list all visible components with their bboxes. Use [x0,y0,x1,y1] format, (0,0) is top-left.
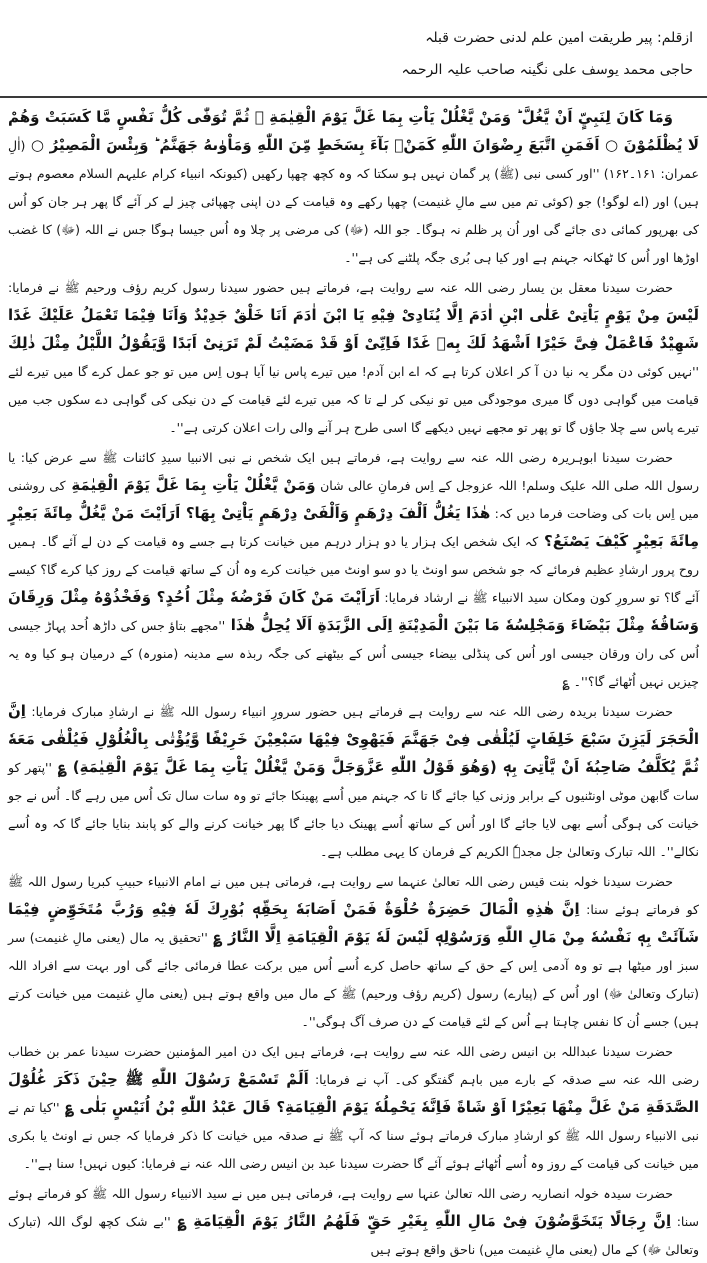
urdu-translation-text: ''مجھے بتاؤ جس کی داڑھ اُحد پہاڑ جیسی اُس کی ران ورقان جیسی اور اُس کی پنڈلی بیضاء جیسی اُس کے بیٹھنے کی جگہ ربذہ سے مدینہ (منورہ) کے درمیان ہو کیا وہ یہ چیزیں نہیں اُٹھائے گا؟''۔ ؏ [8,618,699,689]
urdu-translation-text: ''نہیں کوئی دن مگر یہ نیا دن آ کر اعلان کرتا ہے کہ اے ابن آدم! میں تیرے پاس نیا آیا ہوں اِس میں تو جو عمل کرے گا میں تیرے لئے قیامت میں گواہی دوں گا میری موجودگی میں تو نیکی کر لے تا کہ میں تیرے لئے قیامت کے دن نیکی کی گواہی دے سکوں جب میں تیرے پاس سے چلا جاؤں گا تو پھر تو مجھے نہیں دیکھے گا اسی طرح ہر آنے والی رات اعلان کرتی ہے''۔ [8,364,699,435]
urdu-translation-text: حضرت سیدنا بریدہ رضی اللہ عنہ سے روایت ہے فرماتے ہیں حضور سرورِ انبیاء رسول اللہ ﷺ نے ارشادِ مبارک فرمایا: [25,704,673,719]
byline-author-name: حاجی محمد یوسف علی نگینہ صاحب علیہ الرحمہ [401,62,693,78]
paragraph [8,273,699,441]
arabic-quotation: هٰذَا يَغُلُّ اَلْفَ دِرْهَمٍ وَاَلْفَىْ دِرْهَمٍ يَاْتِىْ بِهَا؟ اَرَاَيْتَ مَنْ يَّغُلُّ مِائَةَ بَعِيْرٍ مِائَةَ بَعِيْرٍ كَيْفَ يَصْنَعُ؟ [8,504,699,550]
urdu-translation-text: حضرت سیدہ خولہ انصاریہ رضی اللہ تعالیٰ عنہا سے روایت ہے، فرماتی ہیں میں نے سید الانبیاء رسول اللہ ﷺ کو فرماتے ہوئے سنا: [8,1186,699,1229]
urdu-translation-text: حضرت سیدنا عبداللہ بن انیس رضی اللہ عنہ سے روایت ہے، فرماتے ہیں ایک دن امیر المؤمنین حضرت سیدنا عمر بن خطاب رضی اللہ عنہ سے صدقہ کے بارے میں باہم گفتگو کی۔ آپ نے فرمایا: [8,1044,699,1087]
urdu-translation-text: حضرت سیدنا معقل بن یسار رضی اللہ عنہ سے روایت ہے، فرماتے ہیں حضور سیدنا رسول کریم رؤف ورحیم ﷺ نے فرمایا: [8,280,673,295]
paragraph [8,103,699,271]
body-text [0,101,707,1263]
byline-author-title: ازقلم: پیر طریقت امین علم لدنی حضرت قبلہ [425,30,693,46]
urdu-translation-text: کی روشنی میں اِس بات کی وضاحت فرما دیں کہ: [8,478,700,521]
urdu-translation-text: حضرت سیدنا ابوہریرہ رضی اللہ عنہ سے روایت ہے، فرماتے ہیں ایک شخص نے نبی الانبیا سیدِ کائنات ﷺ سے عرض کیا: یا رسول اللہ صلی اللہ علیک وسلم! اللہ عزوجل کے اِس فرمانِ عالی شان [8,450,699,493]
urdu-translation-text: حضرت سیدنا خولہ بنت قیس رضی اللہ تعالیٰ عنہما سے روایت ہے، فرماتی ہیں میں نے امام الانبیاء حبیبِ کبریا رسول اللہ ﷺ کو فرماتے ہوئے سنا: [8,874,699,917]
paragraph [8,1037,699,1177]
arabic-quotation: اِنَّ الْحَجَرَ لَيَزِنَ سَبْعَ خَلِفَاتٍ لَيُلْقٰى فِىْ جَهَنَّمَ فَيَهْوِىْ فِيْهَا سَبْعِيْنَ خَرِيْفًا وَّيُؤْتٰى بِالْغُلُوْلِ فَيُلْقٰى مَعَهٗ ثُمَّ يُكَلَّفُ صَاحِبُهٗ اَنْ يَّاْتِىَ بِهٖ (وَهُوَ قَوْلُ اللّٰهِ عَزَّوَجَلَّ وَمَنْ يَّغْلُلْ يَاْتِ بِمَا غَلَّ يَوْمَ الْقِيٰمَةِ) ؏ [8,702,699,776]
urdu-translation-text: کہ ایک شخص ایک ہزار یا دو ہزار درہم میں خیانت کرتا ہے جسے وہ قیامت کے دن لے آئے گا۔ ہمیں روح پرور ارشادِ عظیم فرمائے کہ جو شخص سو اونٹ یا دو سو اونٹ میں خیانت کرے وہ اُن کے ساتھ قیامت کے روز کیا کرے گا؟ کیسے آئے گا؟ تو سرورِ کون ومکان سید الانبیاء ﷺ نے ارشاد فرمایا: [8,534,699,605]
paragraph [8,1179,699,1263]
urdu-translation-text: ''تحقیق یہ مال (یعنی مالِ غنیمت) سر سبز اور میٹھا ہے تو وہ آدمی اِس کے حق کے ساتھ حاصل کرے اُسے اُس میں برکت عطا فرمائی جائے گی اور بہت سے افراد اللہ (تبارک وتعالیٰ ﷻ) اور اُس کے (پیارے) رسول (کریم رؤف ورحیم) ﷺ کے مال میں واقع ہوتے ہیں (یعنی مالِ غنیمت میں خیانت کرتے ہیں) جسے اُن کا نفس چاہتا ہے اُس کے لئے قیامت کے دن صرف آگ ہوگی''۔ [8,930,699,1029]
header-divider [0,96,707,98]
arabic-quotation: لَيْسَ مِنْ يَوْمٍ يَاْتِىْ عَلٰى ابْنِ اٰدَمَ اِلَّا يُنَادِىْ فِيْهِ يَا ابْنَ اٰدَمَ اَنَا خَلْقٌ جَدِيْدٌ وَاَنَا فِيْمَا تَعْمَلُ عَلَيْكَ غَدًا شَهِيْدٌ فَاعْمَلْ فِىَّ خَيْرًا اَشْهَدُ لَكَ بِهٖ غَدًا فَاِنِّىْ اَوْ قَدْ مَضَيْتُ لَمْ تَرَنِىْ اَبَدًا وَّيَقُوْلُ اللَّيْلُ مِثْلَ ذٰلِكَ [8,306,699,352]
paragraph [8,867,699,1035]
arabic-quotation: وَمَنْ يَّغْلُلْ يَاْتِ بِمَا غَلَّ يَوْمَ الْقِيٰمَةِ [65,476,316,494]
arabic-quotation: وَمَا كَانَ لِنَبِيٍّ اَنْ يَّغُلَّ ؕ وَمَنْ يَّغْلُلْ يَاْتِ بِمَا غَلَّ يَوْمَ الْقِيٰمَةِ ۚ ثُمَّ تُوَفّٰى كُلُّ نَفْسٍ مَّا كَسَبَتْ وَهُمْ لَا يُظْلَمُوْنَ ○ اَفَمَنِ اتَّبَعَ رِضْوَانَ اللّٰهِ كَمَنْۢ بَآءَ بِسَخَطٍ مِّنَ اللّٰهِ وَمَاْوٰىهُ جَهَنَّمُ ؕ وَبِئْسَ الْمَصِيْرُ ○ [8,108,699,154]
arabic-quotation: اِنَّ هٰذِهِ الْمَالَ حَضِرَةٌ حُلْوَةٌ فَمَنْ اَصَابَهٗ بِحَقِّهٖ بُوْرِكَ لَهٗ فِيْهِ وَرُبَّ مُتَخَوِّضٍ فِيْمَا شَآئَتْ بِهٖ نَفْسُهٗ مِنْ مَالِ اللّٰهِ وَرَسُوْلِهٖ لَيْسَ لَهٗ يَوْمَ الْقِيَامَةِ اِلَّا النَّارُ ؏ [8,900,699,946]
urdu-translation-text: ''بے شک کچھ لوگ اللہ (تبارک وتعالیٰ ﷻ) کے مال (یعنی مالِ غنیمت میں) ناحق واقع ہوتے ہیں [8,1214,699,1257]
arabic-quotation: اَلَمْ تَسْمَعْ رَسُوْلَ اللّٰهِ ﷺ حِيْنَ ذَكَرَ غُلُوْلَ الصَّدَقَةِ مَنْ غَلَّ مِنْهَا بَعِيْرًا اَوْ شَاةً فَاِنَّهٗ يَحْمِلُهٗ يَوْمَ الْقِيَامَةِ؟ قَالَ عَبْدُ اللّٰهِ بْنُ اُنَيْسٍ بَلٰى ؏ [8,1070,699,1116]
arabic-quotation: اَرَاَيْتَ مَنْ كَانَ فَرْضُهٗ مِثْلَ اُحُدٍ؟ وَفَخْذُوْهُ مِثْلَ وَرِقَانَ وَسَاقُهٗ مِثْلَ بَيْضَاءَ وَمَجْلِسُهٗ مَا بَيْنَ الْمَدِيْنَةِ اِلَى الزَّبَدَةِ اَلَا يُحِلُّ هٰذَا [8,588,699,634]
arabic-quotation: اِنَّ رِجَالًا يَتَخَوَّضُوْنَ فِىْ مَالِ اللّٰهِ بِغَيْرِ حَقٍّ فَلَهُمُ النَّارُ يَوْمَ الْقِيَامَةِ ؏ [170,1212,672,1230]
paragraph [8,697,699,865]
urdu-translation-text: ''پتھر کو سات گابھن موٹی اونٹنیوں کے برابر وزنی کیا جائے گا تا کہ جہنم میں اُسے پھینکا جائے تو وہ سات سال تک اُس میں رہے گا۔ اُس نے جو خیانت کی ہوگی اُسے بھی لایا جائے گا اور اُس کے ساتھ اُسے پھینک دیا جائے گا پھر خیانت کرنے والے کو پابند بنایا جائے گا کہ وہ اُسے نکالے''۔ اللہ تبارک وتعالیٰ جل مجدہٗ الکریم کے فرمان کا یہی مطلب ہے۔ [8,760,699,859]
byline [0,0,707,92]
urdu-translation-text: ''کیا تم نے نبی الانبیاء رسول اللہ ﷺ کو ارشادِ مبارک فرماتے ہوئے سنا کہ آپ ﷺ نے صدقہ میں خیانت کا ذکر فرمایا کہ جس نے اونٹ یا بکری میں خیانت کی قیامت کے روز وہ اُسے اُٹھائے ہوئے آئے گا حضرت سیدنا عبد بن انیس رضی اللہ عنہ نے فرمایا: کیوں نہیں! سنا ہے''۔ [8,1100,699,1171]
paragraph [8,443,699,695]
urdu-translation-text: (اٰلِ عمران: ۱۶۱۔۱۶۲) ''اور کسی نبی (ﷺ) پر گمان نہیں ہو سکتا کہ وہ کچھ چھپا رکھیں (کیونکہ انبیاء کرام علیہم السلام معصوم ہوتے ہیں) اور (اے لوگو!) جو (کوئی تم میں سے مالِ غنیمت) چھپا رکھے وہ قیامت کے دن اپنی چھپائی چیز لے کر آئے گا پھر ہر جان کو اُس کی بھرپور کمائی دی جائے گی اور اُن پر ظلم نہ ہوگا۔ جو اللہ (ﷻ) کی مرضی پر چلا وہ اُس جیسا ہوگا جس نے اللہ (ﷻ) کا غضب اوڑھا اور اُس کا ٹھکانہ جہنم ہے اور کیا ہی بُری جگہ پلٹنے کی ہے''۔ [8,138,699,265]
